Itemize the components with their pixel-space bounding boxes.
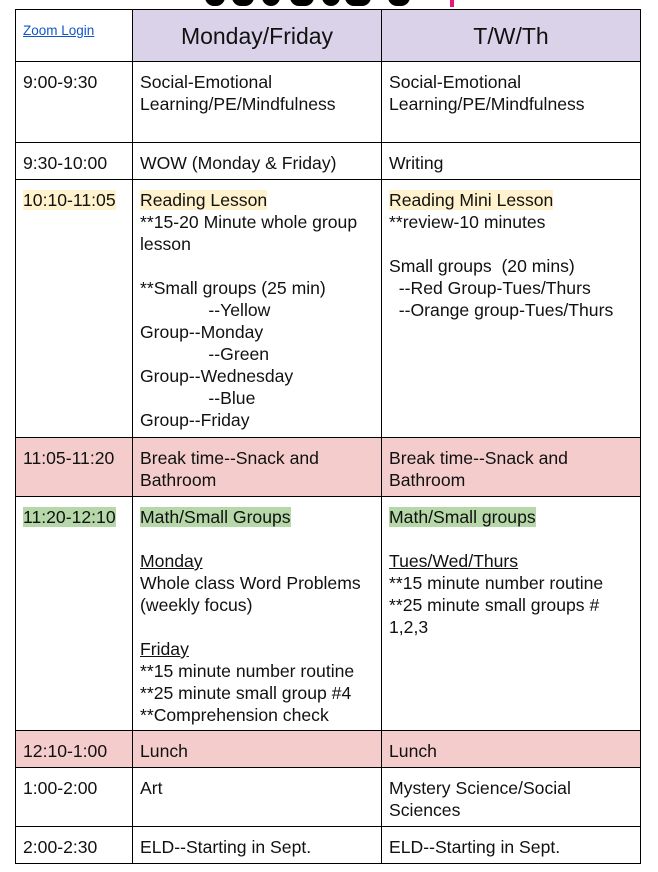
subheading: Friday [140, 639, 189, 659]
title-glyph [205, 0, 225, 6]
mf-cell: Break time--Snack and Bathroom [133, 438, 382, 497]
text-line: --Orange group-Tues/Thurs [389, 300, 614, 320]
zoom-login-link[interactable]: Zoom Login [23, 23, 95, 38]
zoom-cell [16, 10, 133, 62]
text-line: **15-20 Minute whole group [140, 212, 358, 232]
time-cell: 1:00-2:00 [16, 768, 133, 827]
table-row [16, 731, 641, 768]
time-cell [16, 497, 133, 731]
text-line: --Green [140, 344, 270, 364]
twth-cell: ELD--Starting in Sept. [382, 827, 641, 864]
text-line: --Red Group-Tues/Thurs [389, 278, 591, 298]
table-row [16, 180, 641, 438]
mf-math-title: Math/Small Groups [140, 507, 291, 527]
text-line: (weekly focus) [140, 595, 253, 615]
title-accent-mark [450, 0, 454, 7]
text-line [140, 255, 374, 277]
table-row [16, 62, 641, 143]
time-cell: 9:00-9:30 [16, 62, 133, 143]
text-line: Group--Wednesday [140, 366, 294, 386]
subheading: Tues/Wed/Thurs [389, 551, 519, 571]
title-glyph [345, 0, 371, 6]
text-line: **25 minute small group #4 [140, 683, 352, 703]
mf-cell [133, 180, 382, 438]
text-line: Group--Friday [140, 410, 250, 430]
mf-cell: ELD--Starting in Sept. [133, 827, 382, 864]
title-glyph [322, 0, 340, 6]
schedule-table [15, 9, 641, 864]
text-line: Whole class Word Problems [140, 573, 361, 593]
mf-cell [133, 497, 382, 731]
title-glyph [262, 0, 280, 6]
time-cell: 12:10-1:00 [16, 731, 133, 768]
text-line: Group--Monday [140, 322, 264, 342]
table-row [16, 497, 641, 731]
text-line: Small groups (20 mins) [389, 256, 575, 276]
header-tue-wed-thu: T/W/Th [382, 10, 641, 62]
twth-cell: Lunch [382, 731, 641, 768]
text-line: **15 minute number routine [389, 573, 604, 593]
table-row [16, 143, 641, 180]
table-row [16, 438, 641, 497]
header-row [16, 10, 641, 62]
text-line: lesson [140, 234, 191, 254]
mf-lesson-title: Reading Lesson [140, 190, 268, 210]
twth-lesson-title: Reading Mini Lesson [389, 190, 554, 210]
table-row [16, 827, 641, 864]
twth-cell: Social-Emotional Learning/PE/Mindfulness [382, 62, 641, 143]
twth-cell: Mystery Science/Social Sciences [382, 768, 641, 827]
twth-cell [382, 497, 641, 731]
text-line [389, 233, 633, 255]
text-line: **25 minute small groups # [389, 595, 600, 615]
time-cell: 11:05-11:20 [16, 438, 133, 497]
time-cell: 2:00-2:30 [16, 827, 133, 864]
twth-cell: Break time--Snack and Bathroom [382, 438, 641, 497]
twth-cell: Writing [382, 143, 641, 180]
mf-cell: Social-Emotional Learning/PE/Mindfulness [133, 62, 382, 143]
text-line: **15 minute number routine [140, 661, 355, 681]
title-glyph [232, 0, 254, 6]
title-glyph [388, 0, 410, 6]
time-highlight: 11:20-12:10 [23, 507, 116, 527]
twth-cell [382, 180, 641, 438]
time-cell: 9:30-10:00 [16, 143, 133, 180]
text-line: **review-10 minutes [389, 212, 546, 232]
subheading: Monday [140, 551, 203, 571]
text-line: --Blue [140, 388, 256, 408]
cropped-title-strip [0, 0, 658, 9]
table-row [16, 768, 641, 827]
text-line: **Comprehension check [140, 705, 329, 725]
twth-math-title: Math/Small groups [389, 507, 536, 527]
text-line: --Yellow [140, 300, 271, 320]
time-cell [16, 180, 133, 438]
time-highlight: 10:10-11:05 [23, 190, 116, 210]
mf-cell: Art [133, 768, 382, 827]
text-line: **Small groups (25 min) [140, 278, 326, 298]
header-monday-friday: Monday/Friday [133, 10, 382, 62]
mf-cell: Lunch [133, 731, 382, 768]
title-glyph [290, 0, 314, 6]
text-line: 1,2,3 [389, 617, 429, 637]
mf-cell: WOW (Monday & Friday) [133, 143, 382, 180]
